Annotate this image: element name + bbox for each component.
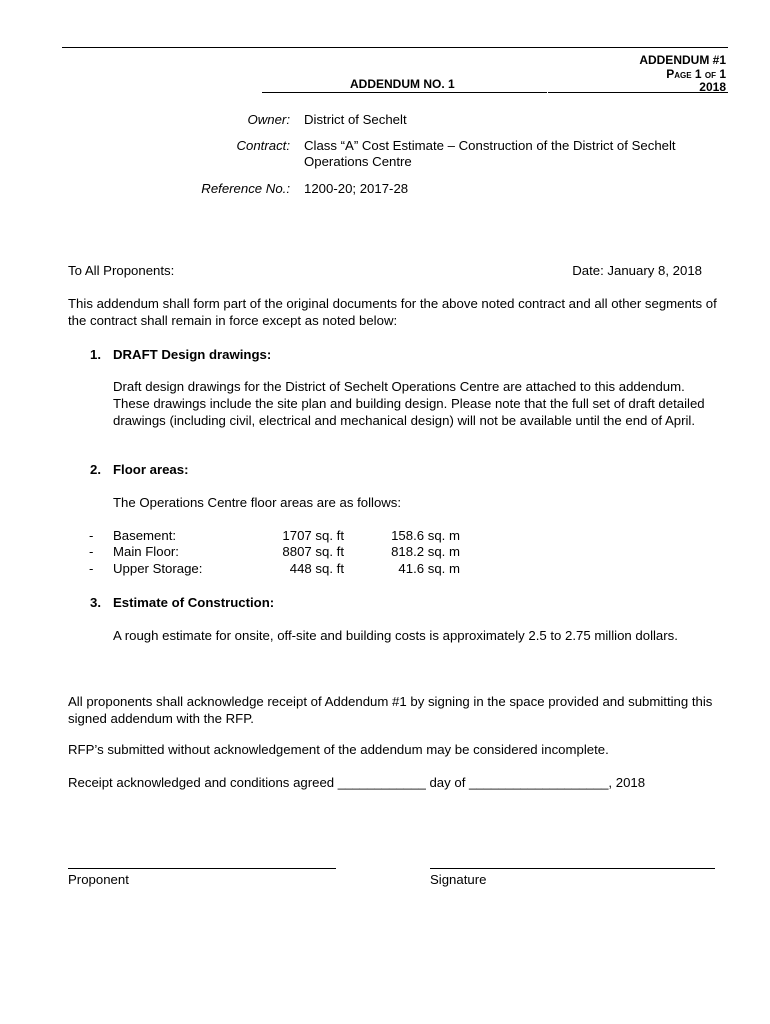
area-sqm: 158.6 sq. m xyxy=(391,528,460,543)
section-body: The Operations Centre floor areas are as follows: xyxy=(113,495,402,510)
list-dash: - xyxy=(89,561,94,576)
section-number: 2. xyxy=(90,462,101,477)
area-name: Basement: xyxy=(113,528,177,543)
section-title: DRAFT Design drawings: xyxy=(113,347,272,362)
area-name: Main Floor: xyxy=(113,544,179,559)
section-body: A rough estimate for onsite, off-site and building costs is approximately 2.5 to 2.75 million dollars. xyxy=(113,628,678,643)
section-title: Estimate of Construction: xyxy=(113,595,275,610)
proponent-label: Proponent xyxy=(68,872,129,887)
section-title: Floor areas: xyxy=(113,462,189,477)
addendum-number: ADDENDUM #1 xyxy=(639,53,726,67)
reference-value: 1200-20; 2017-28 xyxy=(304,181,409,196)
acknowledge-paragraph: All proponents shall acknowledge receipt of Addendum #1 by signing in the space provided and submitting this signed addendum with the RFP. xyxy=(68,694,713,726)
reference-label: Reference No.: xyxy=(201,181,290,196)
addendum-title: ADDENDUM NO. 1 xyxy=(350,77,455,91)
contract-value-line2: Operations Centre xyxy=(304,154,412,169)
section-body: Draft design drawings for the District of Sechelt Operations Centre are attached to this addendum. These drawings include the site plan and building design. Please note that the full set of draft detailed drawings (including civil, electrical and mechanical design) will not be available until the end of April. xyxy=(113,379,705,428)
proponent-signature-line xyxy=(68,868,336,869)
area-sqft: 8807 sq. ft xyxy=(282,544,344,559)
list-dash: - xyxy=(89,544,94,559)
header-bottom-rule-right xyxy=(548,92,728,93)
area-sqm: 41.6 sq. m xyxy=(398,561,460,576)
salutation: To All Proponents: xyxy=(68,263,175,278)
document-date: Date: January 8, 2018 xyxy=(572,263,702,278)
area-sqm: 818.2 sq. m xyxy=(391,544,460,559)
area-name: Upper Storage: xyxy=(113,561,203,576)
area-sqft: 1707 sq. ft xyxy=(282,528,344,543)
header-year: 2018 xyxy=(699,80,726,94)
owner-value: District of Sechelt xyxy=(304,112,407,127)
area-sqft: 448 sq. ft xyxy=(289,561,344,576)
intro-paragraph: This addendum shall form part of the original documents for the above noted contract and all other segments of the contract shall remain in force except as noted below: xyxy=(68,296,717,328)
contract-label: Contract: xyxy=(236,138,290,153)
section-number: 1. xyxy=(90,347,101,362)
signature-label: Signature xyxy=(430,872,487,887)
header-top-rule xyxy=(62,47,728,48)
receipt-line: Receipt acknowledged and conditions agreed ____________ day of ___________________, 2018 xyxy=(68,775,646,790)
list-dash: - xyxy=(89,528,94,543)
incomplete-paragraph: RFP’s submitted without acknowledgement of the addendum may be considered incomplete. xyxy=(68,742,609,757)
contract-value-line1: Class “A” Cost Estimate – Construction of the District of Sechelt xyxy=(304,138,676,153)
page-indicator: Page 1 of 1 xyxy=(666,67,726,81)
section-number: 3. xyxy=(90,595,101,610)
signature-line xyxy=(430,868,715,869)
owner-label: Owner: xyxy=(247,112,290,127)
header-bottom-rule xyxy=(262,92,547,93)
